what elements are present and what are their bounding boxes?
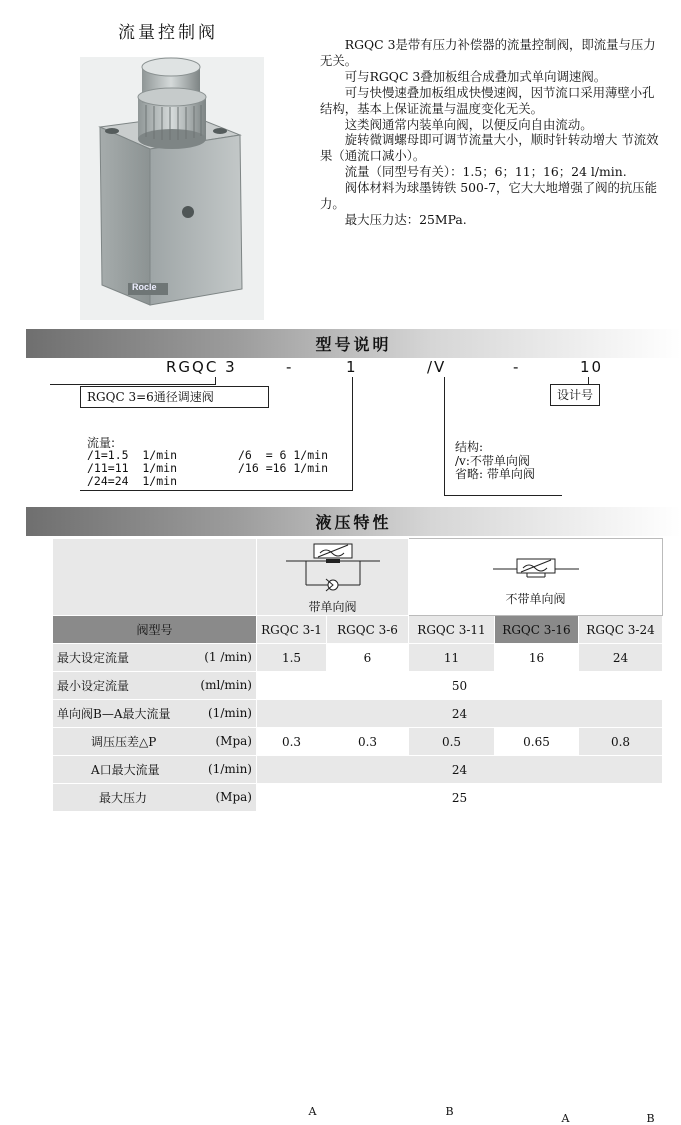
desc-para-4: 这类阀通常内装单向阀，以便反向自由流动。 bbox=[344, 116, 593, 132]
symbol-with-caption: 带单向阀 bbox=[308, 600, 357, 614]
flow-item: /24=24 1/min bbox=[87, 474, 178, 488]
line-series bbox=[215, 377, 216, 384]
model-cell: RGQC 3-16 bbox=[495, 616, 579, 644]
row-label-text: A口最大流量 bbox=[91, 763, 160, 777]
symbol-without-b: B bbox=[646, 1111, 655, 1125]
value-cell: 50 bbox=[257, 672, 663, 700]
desc-para-6: 流量（同型号有关）：1.5；6；11；16；24 l/min. bbox=[344, 164, 627, 180]
row-unit: (Mpa) bbox=[215, 734, 252, 748]
row-label bbox=[53, 784, 257, 812]
desc-para-8: 最大压力达：25MPa. bbox=[344, 211, 467, 227]
code-dash-2: - bbox=[513, 358, 521, 376]
code-dash-1: - bbox=[286, 358, 294, 376]
product-photo bbox=[80, 57, 264, 320]
table-row bbox=[53, 644, 663, 672]
symbol-with-a: A bbox=[308, 1104, 317, 1118]
row-unit: (1 /min) bbox=[204, 650, 252, 664]
design-number-box: 设计号 bbox=[550, 384, 600, 406]
valve-symbol-without-check-icon bbox=[471, 547, 601, 587]
desc-para-7: 阀体材料为球墨铸铁 500-7，它大大地增强了阀的抗压能力。 bbox=[320, 180, 658, 212]
flow-col-2 bbox=[238, 449, 328, 475]
flow-item: /6 = 6 1/min bbox=[238, 448, 329, 462]
line-flow-h bbox=[80, 490, 353, 491]
row-label bbox=[53, 672, 257, 700]
code-series: RGQC 3 bbox=[166, 358, 237, 376]
row-unit: (1/min) bbox=[208, 762, 252, 776]
value-cell: 16 bbox=[495, 644, 579, 672]
row-label bbox=[53, 756, 257, 784]
value-cell: 0.65 bbox=[495, 728, 579, 756]
valve-symbol-with-check-icon bbox=[268, 539, 398, 595]
spec-corner bbox=[53, 539, 257, 616]
value-cell: 0.8 bbox=[579, 728, 663, 756]
line-series-h bbox=[50, 384, 216, 385]
table-row bbox=[53, 616, 663, 644]
symbol-without-caption: 不带单向阀 bbox=[505, 592, 566, 606]
flow-item: /11=11 1/min bbox=[87, 461, 178, 475]
row-label-text: 调压压差△P bbox=[91, 735, 157, 749]
structure-line: 省略: 带单向阀 bbox=[455, 467, 535, 481]
row-unit: (1/min) bbox=[208, 706, 252, 720]
model-cell: RGQC 3-24 bbox=[579, 616, 663, 644]
symbol-without-a: A bbox=[561, 1111, 570, 1125]
line-struct-v bbox=[444, 377, 445, 496]
model-heading: 型号说明 bbox=[26, 329, 681, 358]
code-design: 10 bbox=[580, 358, 604, 376]
structure-line: /v:不带单向阀 bbox=[455, 453, 530, 468]
value-cell: 0.3 bbox=[257, 728, 327, 756]
row-label-text: 最小设定流量 bbox=[57, 679, 130, 693]
row-label bbox=[53, 700, 257, 728]
symbol-with-b: B bbox=[445, 1104, 454, 1118]
header-label: 阀型号 bbox=[53, 616, 257, 644]
table-row bbox=[53, 700, 663, 728]
value-cell: 24 bbox=[257, 756, 663, 784]
value-cell: 1.5 bbox=[257, 644, 327, 672]
spec-table bbox=[52, 538, 663, 1125]
row-unit: (ml/min) bbox=[200, 678, 252, 692]
hydraulic-heading: 液压特性 bbox=[26, 507, 681, 536]
desc-para-1: RGQC 3是带有压力补偿器的流量控制阀，即流量与压力无关。 bbox=[320, 37, 656, 68]
structure-list bbox=[455, 441, 535, 482]
value-cell: 24 bbox=[257, 700, 663, 728]
table-row bbox=[53, 728, 663, 756]
value-cell: 24 bbox=[579, 644, 663, 672]
desc-para-5: 旋转微调螺母即可调节流量大小，顺时针转动增大 节流效果（通流口减小）。 bbox=[320, 132, 659, 164]
flow-title: 流量: bbox=[87, 436, 116, 450]
size-box: RGQC 3=6通径调速阀 bbox=[80, 386, 269, 408]
table-row bbox=[53, 672, 663, 700]
product-description bbox=[320, 37, 665, 228]
value-cell: 11 bbox=[409, 644, 495, 672]
value-cell: 0.3 bbox=[327, 728, 409, 756]
model-cell: RGQC 3-11 bbox=[409, 616, 495, 644]
row-label-text: 最大压力 bbox=[99, 791, 148, 805]
line-design bbox=[588, 377, 589, 384]
row-label-text: 单向阀B—A最大流量 bbox=[57, 707, 171, 721]
table-row bbox=[53, 784, 663, 812]
value-cell: 25 bbox=[257, 784, 663, 812]
row-label bbox=[53, 644, 257, 672]
row-label-text: 最大设定流量 bbox=[57, 651, 130, 665]
value-cell: 6 bbox=[327, 644, 409, 672]
product-brand: Rocle bbox=[132, 282, 157, 292]
product-title: 流量控制阀 bbox=[118, 23, 218, 43]
model-cell: RGQC 3-1 bbox=[257, 616, 327, 644]
value-cell: 0.5 bbox=[409, 728, 495, 756]
code-struct: /V bbox=[427, 358, 447, 376]
code-flow: 1 bbox=[346, 358, 358, 376]
model-cell: RGQC 3-6 bbox=[327, 616, 409, 644]
table-row bbox=[53, 756, 663, 784]
row-label bbox=[53, 728, 257, 756]
line-struct-h bbox=[444, 495, 562, 496]
desc-para-3: 可与快慢速叠加板组成快慢速阀，因节流口采用薄壁小孔结构，基本上保证流量与温度变化无关。 bbox=[320, 84, 655, 116]
structure-line: 结构: bbox=[455, 440, 484, 454]
flow-item: /16 =16 1/min bbox=[238, 461, 329, 475]
flow-col-1 bbox=[87, 449, 177, 488]
desc-para-2: 可与RGQC 3叠加板组合成叠加式单向调速阀。 bbox=[344, 68, 607, 84]
row-unit: (Mpa) bbox=[215, 790, 252, 804]
line-flow-v bbox=[352, 377, 353, 491]
flow-item: /1=1.5 1/min bbox=[87, 448, 178, 462]
